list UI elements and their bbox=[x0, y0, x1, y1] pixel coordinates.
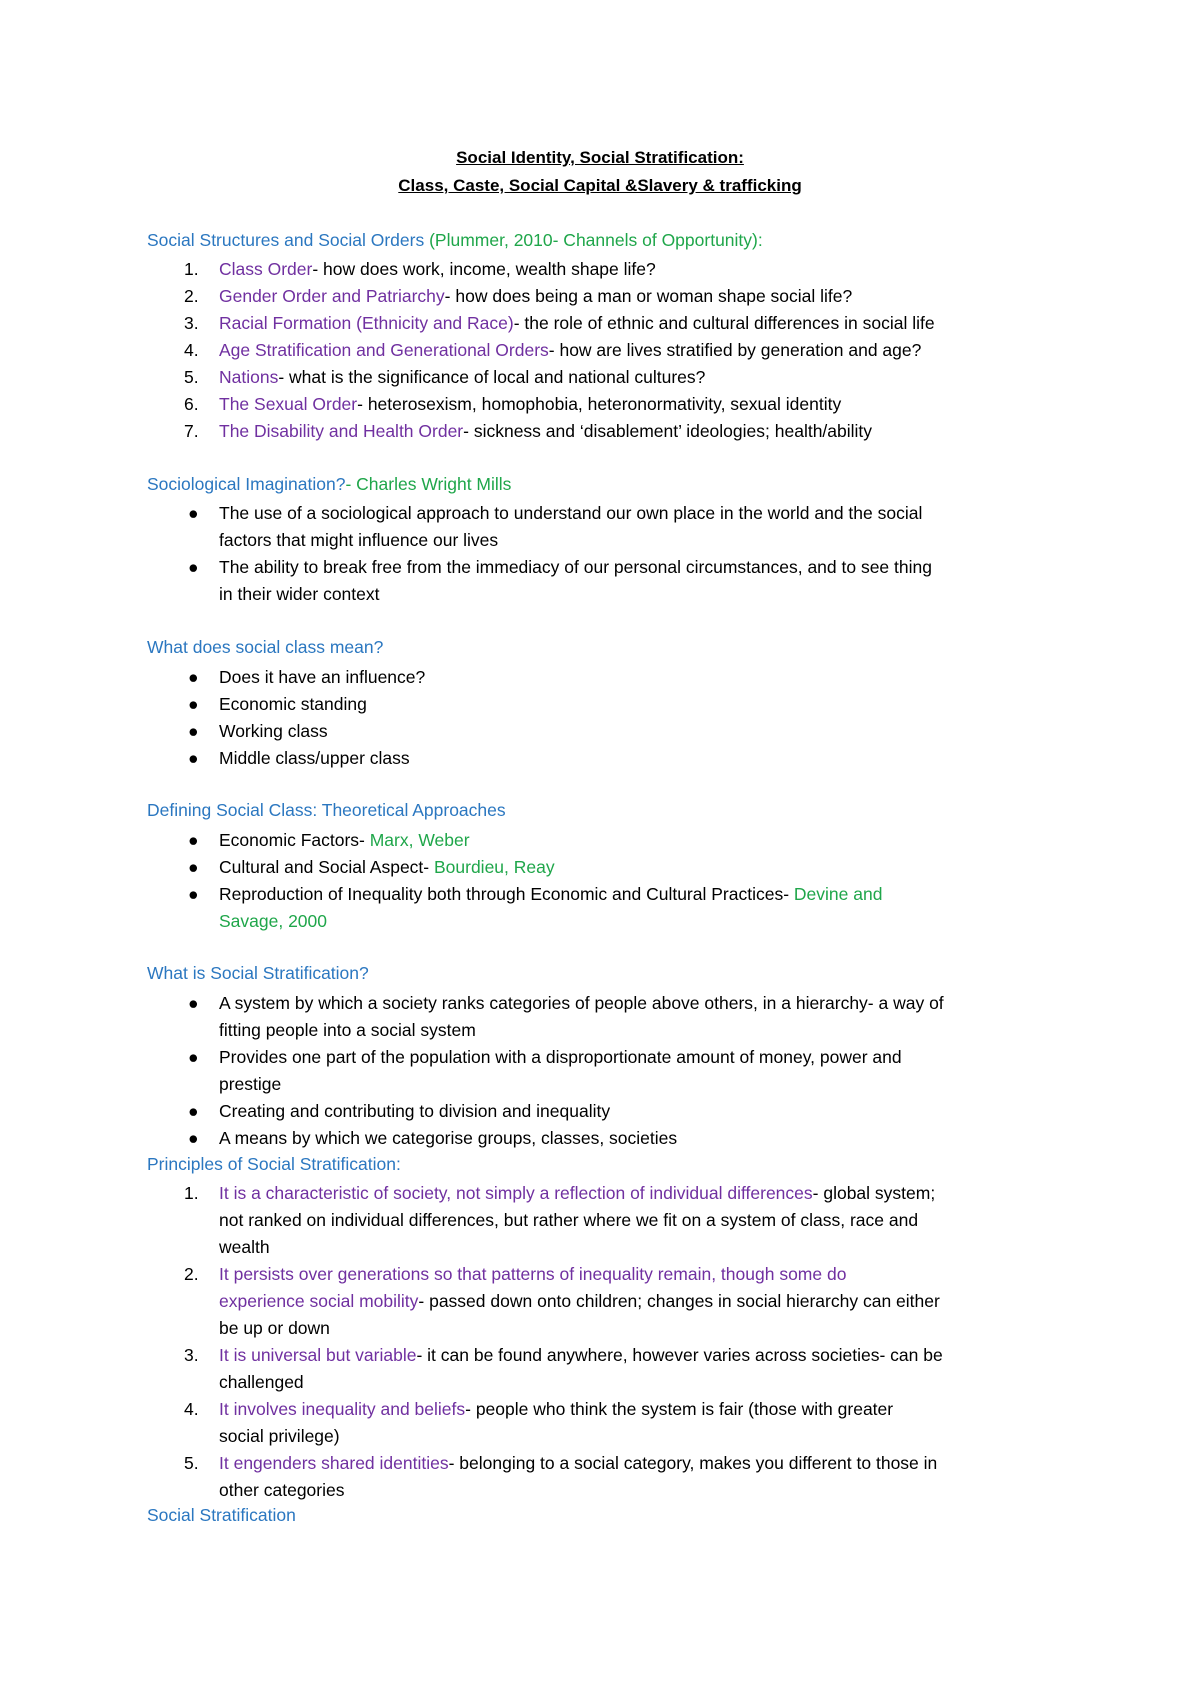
bullet-text: Creating and contributing to division and inequality bbox=[219, 1101, 611, 1121]
list-term: It engenders shared identities bbox=[219, 1453, 449, 1473]
bullet-icon: ● bbox=[188, 694, 199, 714]
list-text: wealth bbox=[219, 1237, 270, 1257]
list-number: 2. bbox=[184, 1264, 199, 1284]
bullet-icon: ● bbox=[188, 557, 199, 577]
list-text: - people who think the system is fair (those with greater bbox=[465, 1399, 894, 1419]
list-text: - how does being a man or woman shape social life? bbox=[444, 286, 853, 306]
heading-reference: (Plummer, 2010- Channels of Opportunity): bbox=[429, 230, 763, 250]
list-number: 3. bbox=[184, 313, 199, 333]
list-number: 1. bbox=[184, 1183, 199, 1203]
heading-text: Sociological Imagination? bbox=[147, 474, 346, 494]
list-text: - how are lives stratified by generation and age? bbox=[548, 340, 922, 360]
bullet-icon: ● bbox=[188, 830, 199, 850]
list-text: - heterosexism, homophobia, heteronormativity, sexual identity bbox=[357, 394, 842, 414]
section-heading-principles: Principles of Social Stratification: bbox=[147, 1154, 401, 1174]
list-text: - passed down onto children; changes in social hierarchy can either bbox=[418, 1291, 940, 1311]
bullet-text: Working class bbox=[219, 721, 328, 741]
list-number: 4. bbox=[184, 340, 199, 360]
list-text: - it can be found anywhere, however varies across societies- can be bbox=[416, 1345, 943, 1365]
bullet-icon: ● bbox=[188, 503, 199, 523]
bullet-icon: ● bbox=[188, 1128, 199, 1148]
bullet-icon: ● bbox=[188, 857, 199, 877]
list-number: 5. bbox=[184, 1453, 199, 1473]
list-text: social privilege) bbox=[219, 1426, 340, 1446]
bullet-text: Economic Factors- bbox=[219, 830, 370, 850]
bullet-icon: ● bbox=[188, 721, 199, 741]
bullet-icon: ● bbox=[188, 748, 199, 768]
list-number: 6. bbox=[184, 394, 199, 414]
bullet-text: A means by which we categorise groups, classes, societies bbox=[219, 1128, 678, 1148]
bullet-text: A system by which a society ranks categories of people above others, in a hierarchy- a way of bbox=[219, 993, 944, 1013]
bullet-text: Middle class/upper class bbox=[219, 748, 410, 768]
list-term: Nations bbox=[219, 367, 279, 387]
bullet-text: The use of a sociological approach to understand our own place in the world and the social bbox=[219, 503, 923, 523]
bullet-text: prestige bbox=[219, 1074, 282, 1094]
list-number: 3. bbox=[184, 1345, 199, 1365]
list-number: 2. bbox=[184, 286, 199, 306]
list-term: Class Order bbox=[219, 259, 313, 279]
list-text: - belonging to a social category, makes you different to those in bbox=[448, 1453, 938, 1473]
bullet-icon: ● bbox=[188, 1047, 199, 1067]
heading-text: Social Structures and Social Orders bbox=[147, 230, 425, 250]
bullet-text: in their wider context bbox=[219, 584, 380, 604]
bullet-reference: Savage, 2000 bbox=[219, 911, 328, 931]
list-text: be up or down bbox=[219, 1318, 330, 1338]
list-text: - the role of ethnic and cultural differences in social life bbox=[513, 313, 935, 333]
heading-reference: - Charles Wright Mills bbox=[345, 474, 512, 494]
list-text: - what is the significance of local and national cultures? bbox=[278, 367, 706, 387]
section-heading-imagination bbox=[147, 474, 511, 495]
list-text: not ranked on individual differences, but rather where we fit on a system of class, race and bbox=[219, 1210, 919, 1230]
list-text: - global system; bbox=[812, 1183, 936, 1203]
list-number: 4. bbox=[184, 1399, 199, 1419]
bullet-reference: Devine and bbox=[793, 884, 883, 904]
list-text: other categories bbox=[219, 1480, 345, 1500]
list-term: It persists over generations so that patterns of inequality remain, though some do bbox=[219, 1264, 847, 1284]
section-heading-structures bbox=[147, 230, 763, 251]
section-heading-stratification: What is Social Stratification? bbox=[147, 963, 369, 983]
bullet-text: Cultural and Social Aspect- bbox=[219, 857, 434, 877]
bullet-text: factors that might influence our lives bbox=[219, 530, 499, 550]
list-term: Gender Order and Patriarchy bbox=[219, 286, 445, 306]
bullet-text: Does it have an influence? bbox=[219, 667, 426, 687]
bullet-reference: Marx, Weber bbox=[369, 830, 470, 850]
bullet-text: fitting people into a social system bbox=[219, 1020, 476, 1040]
bullet-icon: ● bbox=[188, 993, 199, 1013]
section-heading-defining: Defining Social Class: Theoretical Approaches bbox=[147, 800, 506, 820]
list-number: 5. bbox=[184, 367, 199, 387]
list-term: It involves inequality and beliefs bbox=[219, 1399, 466, 1419]
list-text: - sickness and ‘disablement’ ideologies; health/ability bbox=[463, 421, 873, 441]
list-term: experience social mobility bbox=[219, 1291, 419, 1311]
list-text: challenged bbox=[219, 1372, 304, 1392]
list-text: - how does work, income, wealth shape life? bbox=[312, 259, 656, 279]
list-term: It is a characteristic of society, not simply a reflection of individual differences bbox=[219, 1183, 813, 1203]
bullet-text: Provides one part of the population with a disproportionate amount of money, power and bbox=[219, 1047, 902, 1067]
list-number: 7. bbox=[184, 421, 199, 441]
bullet-reference: Bourdieu, Reay bbox=[433, 857, 555, 877]
list-term: The Disability and Health Order bbox=[219, 421, 464, 441]
bullet-text: Economic standing bbox=[219, 694, 367, 714]
list-number: 1. bbox=[184, 259, 199, 279]
bullet-icon: ● bbox=[188, 884, 199, 904]
document-subtitle: Class, Caste, Social Capital &Slavery & trafficking bbox=[398, 176, 802, 195]
bullet-text: Reproduction of Inequality both through Economic and Cultural Practices- bbox=[219, 884, 794, 904]
list-term: The Sexual Order bbox=[219, 394, 358, 414]
section-heading-class-meaning: What does social class mean? bbox=[147, 637, 384, 657]
bullet-icon: ● bbox=[188, 1101, 199, 1121]
list-term: Racial Formation (Ethnicity and Race) bbox=[219, 313, 514, 333]
list-term: It is universal but variable bbox=[219, 1345, 417, 1365]
bullet-icon: ● bbox=[188, 667, 199, 687]
section-heading-last: Social Stratification bbox=[147, 1505, 296, 1525]
document-title: Social Identity, Social Stratification: bbox=[456, 148, 744, 167]
list-term: Age Stratification and Generational Orders bbox=[219, 340, 549, 360]
bullet-text: The ability to break free from the immediacy of our personal circumstances, and to see thing bbox=[219, 557, 932, 577]
